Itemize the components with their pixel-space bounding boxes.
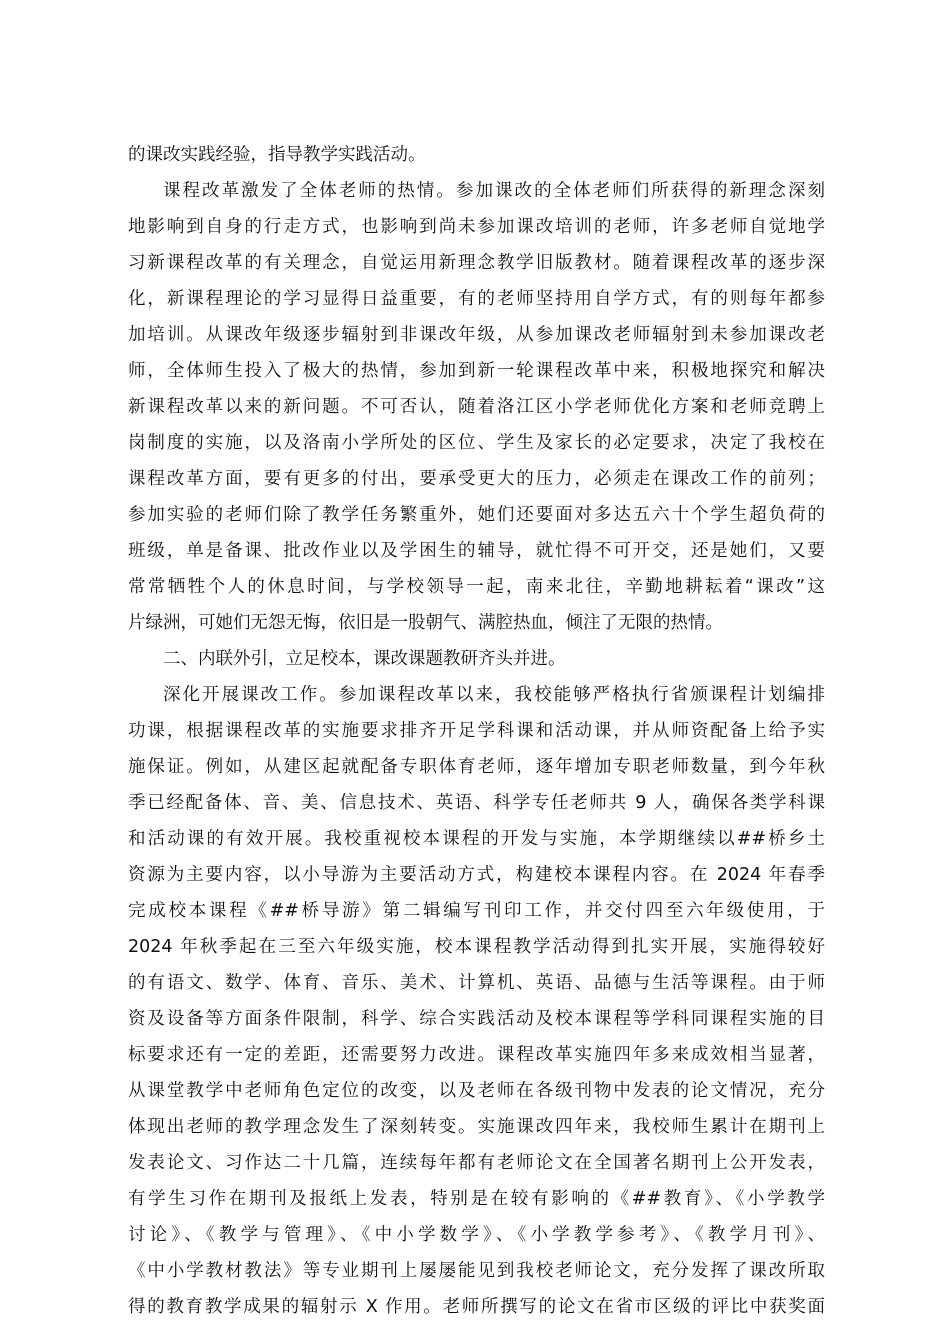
text-line: 常常牺牲个人的休息时间，与学校领导一起，南来北往，辛勤地耕耘着“课改”这 bbox=[128, 577, 825, 597]
text-line: 习新课程改革的有关理念，自觉运用新理念教学旧版教材。随着课程改革的逐步深 bbox=[128, 253, 825, 273]
text-line: 深化开展课改工作。参加课程改革以来，我校能够严格执行省颁课程计划编排 bbox=[163, 685, 825, 705]
text-line: 资及设备等方面条件限制，科学、综合实践活动及校本课程等学科同课程实施的目 bbox=[128, 1009, 825, 1029]
text-line: 化，新课程理论的学习显得日益重要，有的老师坚持用自学方式，有的则每年都参 bbox=[128, 289, 825, 309]
text-line: 发表论文、习作达二十几篇，连续每年都有老师论文在全国著名期刊上公开发表， bbox=[128, 1153, 825, 1173]
text-line: 的课改实践经验，指导教学实践活动。 bbox=[128, 145, 426, 165]
text-line: 的有语文、数学、体育、音乐、美术、计算机、英语、品德与生活等课程。由于师 bbox=[128, 973, 825, 993]
text-line: 得的教育教学成果的辐射示 X 作用。老师所撰写的论文在省市区级的评比中获奖面 bbox=[128, 1297, 825, 1317]
text-line: 标要求还有一定的差距，还需要努力改进。课程改革实施四年多来成效相当显著， bbox=[128, 1045, 825, 1065]
text-line: 施保证。例如，从建区起就配备专职体育老师，逐年增加专职老师数量，到今年秋 bbox=[128, 757, 825, 777]
text-line: 课程改革方面，要有更多的付出，要承受更大的压力，必须走在课改工作的前列； bbox=[128, 469, 825, 489]
text-line: 师，全体师生投入了极大的热情，参加到新一轮课程改革中来，积极地探究和解决 bbox=[128, 361, 825, 381]
text-line: 和活动课的有效开展。我校重视校本课程的开发与实施，本学期继续以##桥乡土 bbox=[128, 829, 825, 849]
text-line: 《中小学教材教法》等专业期刊上屡屡能见到我校老师论文，充分发挥了课改所取 bbox=[128, 1261, 825, 1281]
text-line: 课程改革激发了全体老师的热情。参加课改的全体老师们所获得的新理念深刻 bbox=[163, 181, 825, 201]
text-line: 完成校本课程《##桥导游》第二辑编写刊印工作，并交付四至六年级使用，于 bbox=[128, 901, 825, 921]
text-line: 片绿洲，可她们无怨无悔，依旧是一股朝气、满腔热血，倾注了无限的热情。 bbox=[128, 613, 723, 633]
section-heading: 二、内联外引，立足校本，课改课题教研齐头并进。 bbox=[163, 649, 566, 669]
text-line: 从课堂教学中老师角色定位的改变，以及老师在各级刊物中发表的论文情况，充分 bbox=[128, 1081, 825, 1101]
text-line: 岗制度的实施，以及洛南小学所处的区位、学生及家长的必定要求，决定了我校在 bbox=[128, 433, 825, 453]
text-line: 地影响到自身的行走方式，也影响到尚未参加课改培训的老师，许多老师自觉地学 bbox=[128, 217, 825, 237]
text-line: 讨论》、《教学与管理》、《中小学数学》、《小学教学参考》、《教学月刊》、 bbox=[128, 1225, 825, 1245]
text-line: 班级，单是备课、批改作业以及学困生的辅导，就忙得不可开交，还是她们，又要 bbox=[128, 541, 825, 561]
text-line: 功课，根据课程改革的实施要求排齐开足学科课和活动课，并从师资配备上给予实 bbox=[128, 721, 825, 741]
text-line: 资源为主要内容，以小导游为主要活动方式，构建校本课程内容。在 2024 年春季 bbox=[128, 865, 825, 885]
text-line: 新课程改革以来的新问题。不可否认，随着洛江区小学老师优化方案和老师竞聘上 bbox=[128, 397, 825, 417]
text-line: 有学生习作在期刊及报纸上发表，特别是在较有影响的《##教育》、《小学教学 bbox=[128, 1189, 825, 1209]
text-line: 参加实验的老师们除了教学任务繁重外，她们还要面对多达五六十个学生超负荷的 bbox=[128, 505, 825, 525]
text-line: 体现出老师的教学理念发生了深刻转变。实施课改四年来，我校师生累计在期刊上 bbox=[128, 1117, 825, 1137]
text-line: 季已经配备体、音、美、信息技术、英语、科学专任老师共 9 人，确保各类学科课 bbox=[128, 793, 825, 813]
text-line: 加培训。从课改年级逐步辐射到非课改年级，从参加课改老师辐射到未参加课改老 bbox=[128, 325, 825, 345]
text-line: 2024 年秋季起在三至六年级实施，校本课程教学活动得到扎实开展，实施得较好 bbox=[128, 937, 825, 957]
